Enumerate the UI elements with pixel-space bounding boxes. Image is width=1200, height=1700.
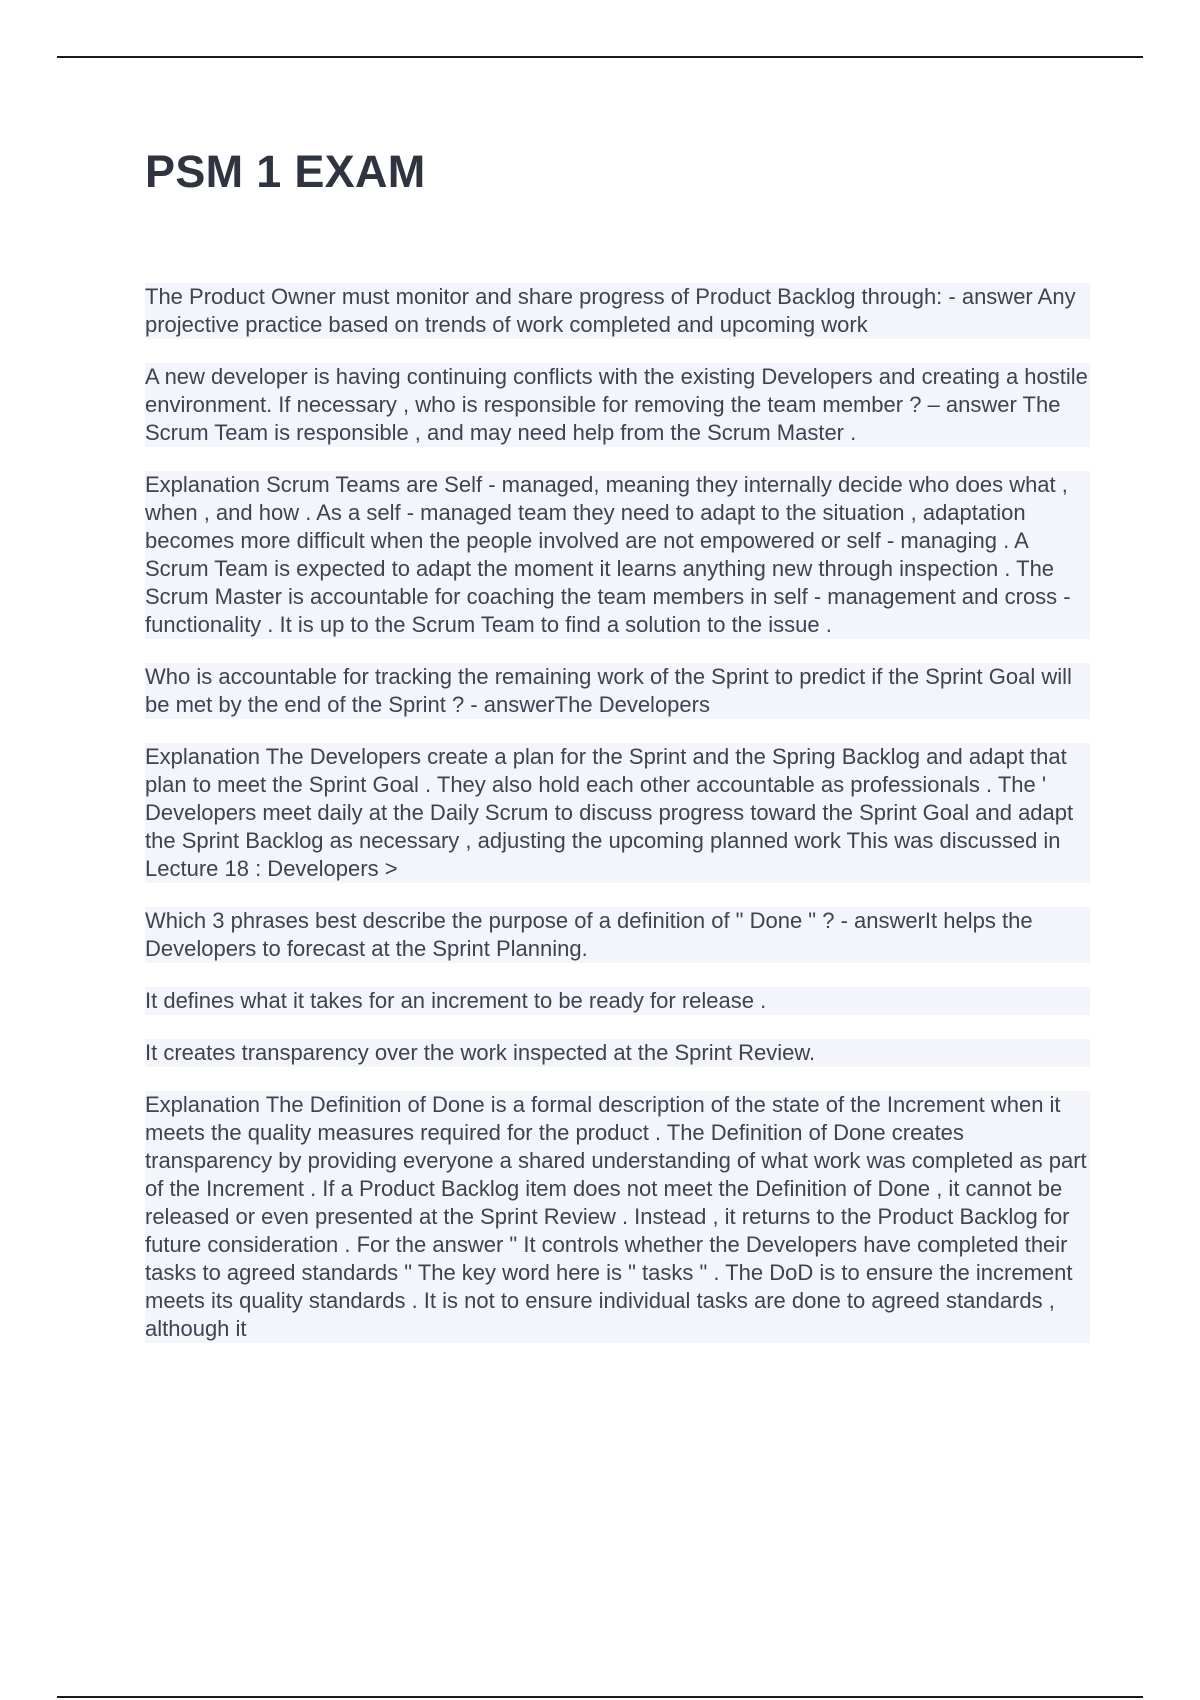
paragraph-transparency-review: It creates transparency over the work inspected at the Sprint Review. [145,1039,1090,1067]
paragraph-self-managed-explanation: Explanation Scrum Teams are Self - managed, meaning they internally decide who does what , when , and how . As a self - managed team they need to adapt to the situation , adaptation becomes more difficult when the people involved are not empowered or self - managing . A Scrum Team is expected to adapt the moment it learns anything new through inspection . The Scrum Master is accountable for coaching the team members in self - management and cross - functionality . It is up to the Scrum Team to find a solution to the issue . [145,471,1090,639]
paragraph-remaining-work-question: Who is accountable for tracking the remaining work of the Sprint to predict if the Sprint Goal will be met by the end of the Sprint ? - answerThe Developers [145,663,1090,719]
paragraph-increment-release: It defines what it takes for an increment to be ready for release . [145,987,1090,1015]
paragraph-product-owner-progress: The Product Owner must monitor and share progress of Product Backlog through: - answer Any projective practice based on trends of work completed and upcoming work [145,283,1090,339]
top-divider [57,56,1143,58]
bottom-divider [57,1696,1143,1698]
paragraph-definition-of-done-explanation: Explanation The Definition of Done is a formal description of the state of the Increment when it meets the quality measures required for the product . The Definition of Done creates transparency by providing everyone a shared understanding of what work was completed as part of the Increment . If a Product Backlog item does not meet the Definition of Done , it cannot be released or even presented at the Sprint Review . Instead , it returns to the Product Backlog for future consideration . For the answer " It controls whether the Developers have completed their tasks to agreed standards " The key word here is " tasks " . The DoD is to ensure the increment meets its quality standards . It is not to ensure individual tasks are done to agreed standards , although it [145,1091,1090,1343]
paragraph-developers-explanation: Explanation The Developers create a plan for the Sprint and the Spring Backlog and adapt that plan to meet the Sprint Goal . They also hold each other accountable as professionals . The ' Developers meet daily at the Daily Scrum to discuss progress toward the Sprint Goal and adapt the Sprint Backlog as necessary , adjusting the upcoming planned work This was discussed in Lecture 18 : Developers > [145,743,1090,883]
paragraph-definition-of-done-question: Which 3 phrases best describe the purpose of a definition of " Done " ? - answerIt helps the Developers to forecast at the Sprint Planning. [145,907,1090,963]
document-body [145,283,1090,1367]
page-title: PSM 1 EXAM [145,146,426,197]
paragraph-developer-conflict-question: A new developer is having continuing conflicts with the existing Developers and creating a hostile environment. If necessary , who is responsible for removing the team member ? – answer The Scrum Team is responsible , and may need help from the Scrum Master . [145,363,1090,447]
